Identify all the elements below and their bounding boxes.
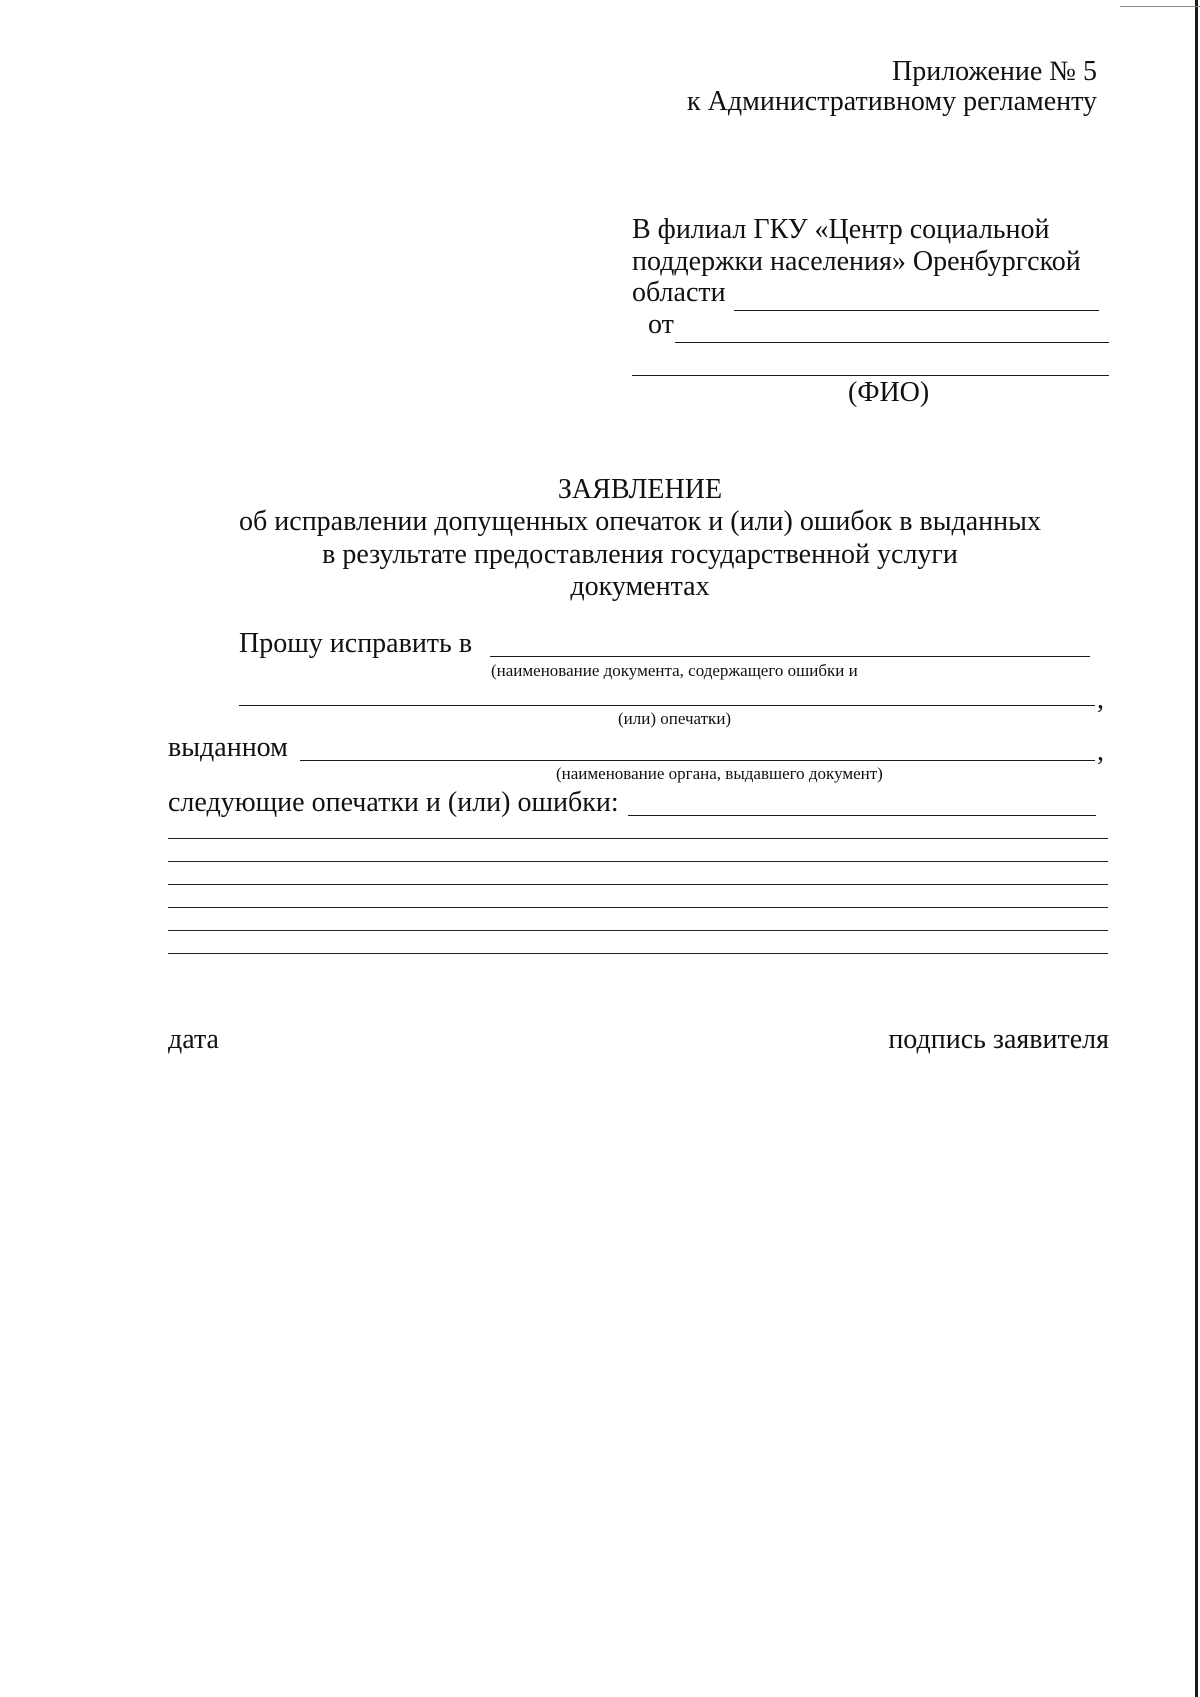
fio-caption: (ФИО) — [848, 377, 930, 408]
document-name-fill-line-2 — [239, 705, 1095, 706]
request-label: Прошу исправить в — [239, 628, 473, 659]
title-subline-1: об исправлении допущенных опечаток и (или) ошибок в выданных — [239, 506, 1041, 537]
document-name-fill-line — [490, 656, 1090, 657]
scan-edge-top — [1120, 6, 1200, 7]
document-title: ЗАЯВЛЕНИЕ — [557, 474, 723, 505]
errors-fill-line-7 — [168, 953, 1108, 954]
region-fill-line — [734, 310, 1099, 311]
comma-2: , — [1097, 736, 1104, 767]
title-subline-3: документах — [570, 571, 710, 602]
issuer-fill-line — [300, 760, 1095, 761]
errors-fill-line-6 — [168, 930, 1108, 931]
appendix-number: Приложение № 5 — [892, 56, 1097, 87]
addressee-line-3: области — [632, 277, 726, 308]
errors-fill-line-1 — [628, 815, 1096, 816]
errors-fill-line-5 — [168, 907, 1108, 908]
signature-label: подпись заявителя — [888, 1024, 1109, 1055]
fio-fill-line — [632, 375, 1109, 376]
title-subline-2: в результате предоставления государственной услуги — [322, 539, 958, 570]
addressee-line-2: поддержки населения» Оренбургской — [632, 246, 1081, 277]
document-name-caption: (наименование документа, содержащего ошибки и — [491, 661, 858, 680]
issuer-caption: (наименование органа, выдавшего документ) — [556, 764, 883, 783]
scan-edge — [1195, 0, 1198, 1697]
errors-fill-line-3 — [168, 861, 1108, 862]
issued-label: выданном — [168, 732, 288, 763]
errors-fill-line-4 — [168, 884, 1108, 885]
errors-fill-line-2 — [168, 838, 1108, 839]
from-label: от — [648, 309, 674, 340]
errors-label — [168, 787, 619, 819]
comma-1: , — [1097, 684, 1104, 715]
regulation-reference: к Административному регламенту — [687, 86, 1097, 117]
document-name-caption-2: (или) опечатки) — [618, 709, 732, 728]
addressee-line-1: В филиал ГКУ «Центр социальной — [632, 214, 1050, 245]
errors-label-text: следующие опечатки и (или) ошибки — [168, 787, 611, 818]
date-label: дата — [168, 1024, 219, 1055]
from-fill-line — [675, 342, 1109, 343]
errors-colon: : — [610, 787, 619, 818]
